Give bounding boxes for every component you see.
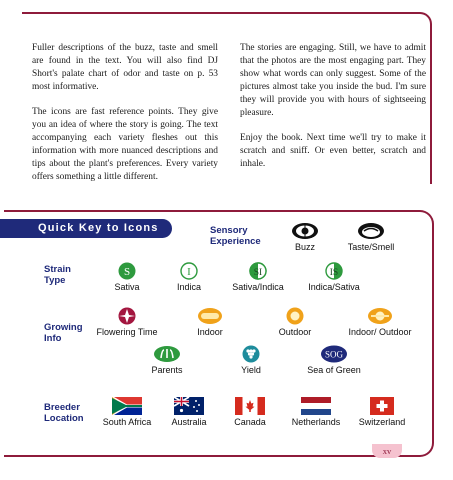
outdoor-icon [280, 307, 310, 325]
svg-text:I: I [187, 266, 191, 278]
indoor-icon [195, 307, 225, 325]
legend-label: Indoor/ Outdoor [348, 327, 412, 337]
netherlands-flag-icon [301, 397, 331, 415]
legend-label: Sativa/Indica [232, 282, 284, 292]
legend-label: South Africa [102, 417, 152, 427]
section-label-sensory: Sensory Experience [210, 225, 261, 247]
indoor-outdoor-icon [365, 307, 395, 325]
sativa-indica-icon [243, 262, 273, 280]
legend-item-taste-smell [323, 222, 419, 252]
svg-text:S: S [123, 266, 131, 278]
legend-item-switzerland [334, 397, 430, 427]
page-number: xv [372, 444, 402, 458]
legend-item-indoor-outdoor [332, 307, 428, 337]
legend-label: Switzerland [358, 417, 406, 427]
svg-text:SOG: SOG [324, 349, 344, 360]
left-text-column [32, 42, 218, 196]
legend-label: Parents [151, 365, 183, 375]
paragraph: Fuller descriptions of the buzz, taste and smell are found in the text. You will also find DJ Short's palate chart of odor and taste on p. 53 most informative. [32, 43, 218, 92]
quick-key-title: Quick Key to Icons [0, 219, 172, 238]
indica-sativa-icon [319, 262, 349, 280]
australia-flag-icon [174, 397, 204, 415]
legend-label: Flowering Time [96, 327, 158, 337]
south-africa-flag-icon [112, 397, 142, 415]
legend-item-outdoor [247, 307, 343, 337]
legend-label: Netherlands [291, 417, 341, 427]
sea-of-green-icon [319, 345, 349, 363]
legend-label: Sativa [114, 282, 140, 292]
buzz-icon [290, 222, 320, 240]
indica-icon [174, 262, 204, 280]
legend-item-yield [203, 345, 299, 375]
legend-label: Indoor [197, 327, 223, 337]
legend-item-sea-of-green [286, 345, 382, 375]
legend-label: Yield [241, 365, 261, 375]
legend-item-indoor [162, 307, 258, 337]
switzerland-flag-icon [367, 397, 397, 415]
legend-label: Indica/Sativa [308, 282, 360, 292]
section-label-breeder: Breeder Location [44, 402, 84, 424]
section-label-growing: Growing Info [44, 322, 83, 344]
parents-icon [152, 345, 182, 363]
paragraph: Enjoy the book. Next time we'll try to make it scratch and sniff. Or even better, scratch and inhale. [240, 133, 426, 169]
legend-label: Buzz [294, 242, 315, 252]
paragraph: The stories are engaging. Still, we have to admit that the photos are the most engaging part. They show what words can only suggest. Some of the pictures almost take you inside the bud. I'm sure they will provide you with hours of sightseeing pleasure. [240, 43, 426, 118]
legend-item-parents [119, 345, 215, 375]
legend-item-indica-sativa [286, 262, 382, 292]
legend-label: Australia [171, 417, 207, 427]
right-text-column [240, 42, 426, 183]
legend-label: Outdoor [278, 327, 312, 337]
sativa-icon [112, 262, 142, 280]
svg-text:SI: SI [253, 268, 263, 278]
canada-flag-icon [235, 397, 265, 415]
taste-smell-icon [356, 222, 386, 240]
section-label-strain: Strain Type [44, 264, 71, 286]
legend-label: Sea of Green [307, 365, 361, 375]
legend-item-flowering-time [79, 307, 175, 337]
flowering-time-icon [112, 307, 142, 325]
paragraph: The icons are fast reference points. They give you an idea of where the story is going. The text accompanying each variety fleshes out this information with more nuanced descriptions and tips about the plant's preferences. Every variety offers something a little different. [32, 107, 218, 182]
svg-text:IS: IS [329, 268, 339, 278]
legend-label: Taste/Smell [347, 242, 395, 252]
legend-label: Indica [176, 282, 202, 292]
legend-label: Canada [234, 417, 266, 427]
yield-icon [236, 345, 266, 363]
